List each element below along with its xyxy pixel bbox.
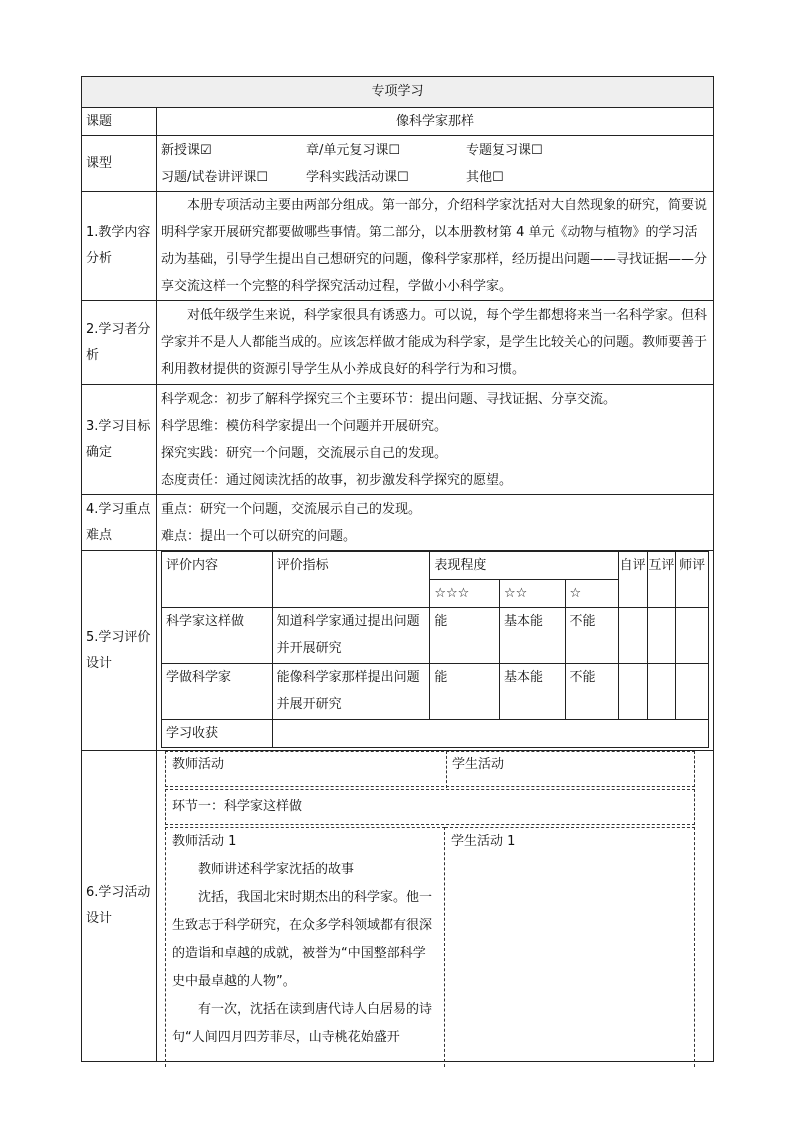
table-title: 专项学习	[82, 77, 714, 108]
key-points-label: 4.学习重点难点	[82, 495, 157, 551]
lesson-plan-table	[81, 76, 714, 1062]
key-point-line: 重点：研究一个问题，交流展示自己的发现。	[161, 501, 422, 517]
option-exercise-review[interactable]: 习题/试卷讲评课☐	[161, 169, 269, 185]
student-activity-column	[445, 827, 695, 1067]
activity-paragraph: 教师讲述科学家沈括的故事	[198, 862, 355, 877]
option-unit-review[interactable]: 章/单元复习课☐	[306, 142, 401, 158]
topic-label: 课题	[82, 108, 157, 136]
eval-peer-cell[interactable]	[647, 608, 676, 664]
teacher-activity-column	[165, 827, 445, 1067]
learner-analysis-text: 对低年级学生来说，科学家很具有诱惑力。可以说，每个学生都想将来当一名科学家。但科学家并不是人人都能当成的。应该怎样做才能成为科学家，是学生比较关心的问题。教师要善于利用教材提供的资源引导学生从小养成良好的科学行为和习惯。	[161, 308, 708, 377]
student-activity-1-title: 学生活动 1	[451, 834, 516, 849]
student-activity-header: 学生活动	[452, 757, 505, 772]
activity-paragraph: 有一次，沈括在读到唐代诗人白居易的诗句“人间四月四芳菲尽，山寺桃花始盛开	[172, 1002, 433, 1045]
eval-row-level-2: 基本能	[500, 608, 566, 664]
eval-header-peer: 互评	[647, 552, 676, 608]
objectives-label: 3.学习目标确定	[82, 385, 157, 495]
eval-row-level-3: 能	[430, 608, 500, 664]
star2-header: ☆☆	[500, 580, 566, 608]
objective-line: 探究实践：研究一个问题，交流展示自己的发现。	[161, 445, 448, 461]
section-box	[165, 789, 695, 825]
activity-paragraph: 沈括，我国北宋时期杰出的科学家。他一生致志于科学研究，在众多学科领域都有很深的造诣和卓越的成就，被誉为“中国整部科学史中最卓越的人物”。	[172, 890, 433, 989]
teacher-activity-header: 教师活动	[172, 757, 225, 772]
objective-line: 态度责任：通过阅读沈括的故事，初步激发科学探究的愿望。	[161, 472, 513, 488]
option-other[interactable]: 其他☐	[466, 169, 504, 185]
eval-self-cell[interactable]	[618, 608, 647, 664]
eval-self-cell[interactable]	[618, 664, 647, 720]
eval-teacher-cell[interactable]	[676, 664, 709, 720]
eval-header-self: 自评	[618, 552, 647, 608]
lesson-type-label: 课型	[82, 136, 157, 192]
star3-header: ☆☆☆	[430, 580, 500, 608]
eval-row-indicator: 能像科学家那样提出问题并展开研究	[272, 664, 430, 720]
star1-header: ☆	[565, 580, 618, 608]
eval-row-level-1: 不能	[565, 608, 618, 664]
eval-peer-cell[interactable]	[647, 664, 676, 720]
learner-analysis-label: 2.学习者分析	[82, 301, 157, 385]
objective-line: 科学思维：模仿科学家提出一个问题并开展研究。	[161, 418, 448, 434]
activity-header-box	[165, 751, 695, 787]
eval-teacher-cell[interactable]	[676, 608, 709, 664]
content-analysis-text: 本册专项活动主要由两部分组成。第一部分，介绍科学家沈括对大自然现象的研究，简要说明科学家开展研究都要做哪些事情。第二部分，以本册教材第 4 单元《动物与植物》的学习活动为基础，引导学生提出自己想研究的问题，像科学家那样，经历提出问题——寻找证据——分享交流这样一个完整的科学探究活动过程，学做小小科学家。	[161, 198, 708, 294]
option-practice-activity[interactable]: 学科实践活动课☐	[306, 169, 409, 185]
eval-row-level-1: 不能	[565, 664, 618, 720]
section-title: 环节一：科学家这样做	[172, 799, 303, 814]
activities-area	[157, 751, 713, 1061]
eval-header-performance: 表现程度	[430, 552, 618, 580]
eval-header-teacher: 师评	[676, 552, 709, 608]
eval-header-content: 评价内容	[162, 552, 273, 608]
topic-value: 像科学家那样	[157, 108, 714, 136]
lesson-type-options	[161, 137, 709, 191]
evaluation-table	[161, 551, 709, 748]
eval-row-indicator: 知道科学家通过提出问题并开展研究	[272, 608, 430, 664]
harvest-cell[interactable]	[272, 720, 708, 748]
objective-line: 科学观念：初步了解科学探究三个主要环节：提出问题、寻找证据、分享交流。	[161, 391, 617, 407]
teacher-activity-1-title: 教师活动 1	[172, 834, 237, 849]
difficult-point-line: 难点：提出一个可以研究的问题。	[161, 528, 357, 544]
activities-label: 6.学习活动设计	[82, 751, 157, 1062]
harvest-label: 学习收获	[162, 720, 273, 748]
eval-row-level-3: 能	[430, 664, 500, 720]
lesson-plan-page	[81, 76, 713, 1062]
option-new-lesson[interactable]: 新授课☑	[161, 142, 212, 158]
option-topic-review[interactable]: 专题复习课☐	[466, 142, 543, 158]
eval-row-level-2: 基本能	[500, 664, 566, 720]
content-analysis-label: 1.教学内容分析	[82, 192, 157, 301]
eval-row-content: 科学家这样做	[162, 608, 273, 664]
evaluation-label: 5.学习评价设计	[82, 551, 157, 751]
eval-row-content: 学做科学家	[162, 664, 273, 720]
eval-header-indicator: 评价指标	[272, 552, 430, 608]
